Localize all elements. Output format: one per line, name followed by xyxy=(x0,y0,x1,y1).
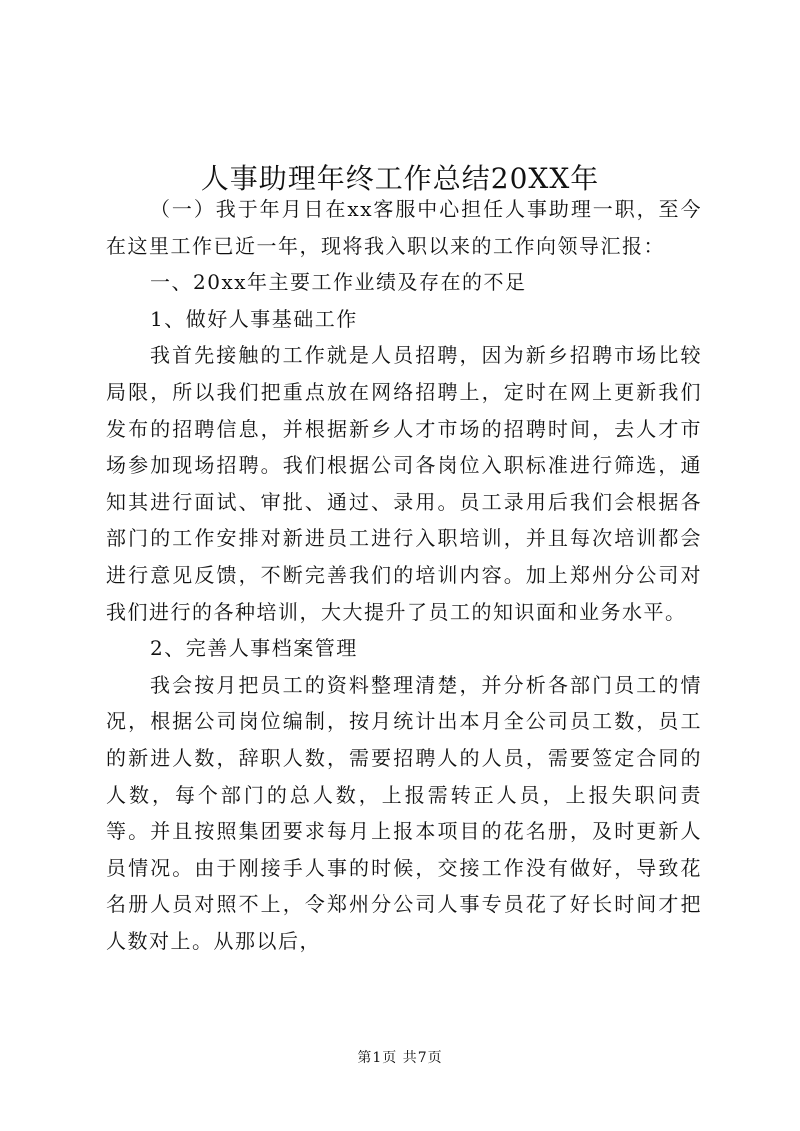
paragraph: 我首先接触的工作就是人员招聘，因为新乡招聘市场比较局限，所以我们把重点放在网络招聘上，定时在网上更新我们发布的招聘信息，并根据新乡人才市场的招聘时间，去人才市场参加现场招聘。我们根据公司各岗位入职标准进行筛选，通知其进行面试、审批、通过、录用。员工录用后我们会根据各部门的工作安排对新进员工进行入职培训，并且每次培训都会进行意见反馈，不断完善我们的培训内容。加上郑州分公司对我们进行的各种培训，大大提升了员工的知识面和业务水平。 xyxy=(106,343,702,624)
subsection-heading: 1、做好人事基础工作 xyxy=(150,306,358,331)
section-heading: 一、20xx年主要工作业绩及存在的不足 xyxy=(150,270,527,295)
paragraph: 我会按月把员工的资料整理清楚，并分析各部门员工的情况，根据公司岗位编制，按月统计出本月全公司员工数，员工的新进人数，辞职人数，需要招聘人的人员，需要签定合同的人数，每个部门的总人数，上报需转正人员，上报失职问责等。并且按照集团要求每月上报本项目的花名册，及时更新人员情况。由于刚接手人事的时候，交接工作没有做好，导致花名册人员对照不上，令郑州分公司人事专员花了好长时间才把人数对上。从那以后， xyxy=(106,672,702,953)
subsection-heading: 2、完善人事档案管理 xyxy=(150,636,358,661)
document-title: 人事助理年终工作总结20XX年 xyxy=(200,161,600,195)
paragraph-intro: （一）我于年月日在xx客服中心担任人事助理一职，至今在这里工作已近一年，现将我入职以来的工作向领导汇报： xyxy=(106,197,702,258)
document-body xyxy=(106,191,702,959)
page-number-footer: 第1页 共7页 xyxy=(357,1050,443,1066)
